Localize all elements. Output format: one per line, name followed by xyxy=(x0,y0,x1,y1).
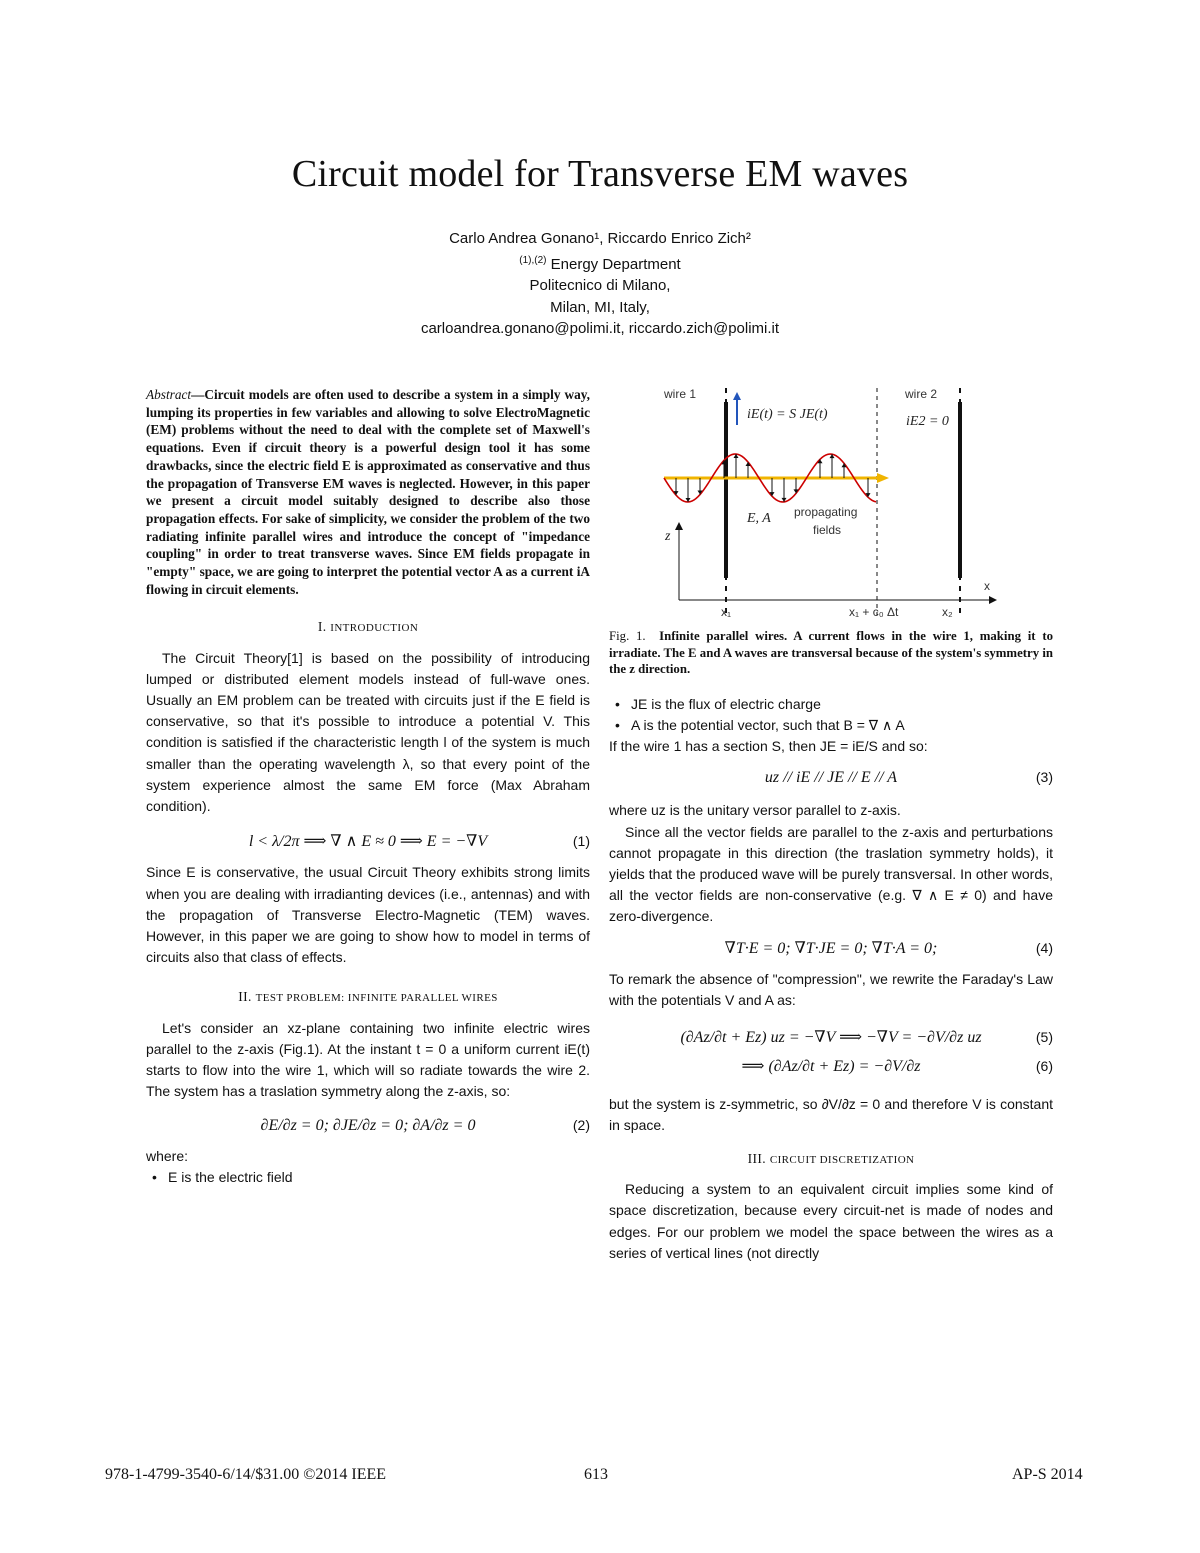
wire2-label: wire 2 xyxy=(905,387,938,401)
paragraph: If the wire 1 has a section S, then JE = iE/S and so: xyxy=(609,737,928,754)
section-heading-2 xyxy=(146,986,590,1009)
section-heading-1 xyxy=(146,616,590,639)
author-block xyxy=(0,228,1200,340)
x1-tick-label: x₁ xyxy=(721,605,732,619)
institution: Politecnico di Milano, xyxy=(529,277,671,294)
paragraph: Since E is conservative, the usual Circuit Theory exhibits strong limits when you are dealing with irradianting devices (i.e., antennas) and with the propagation of Transverse Electro-Magnetic (TEM) waves. However, in this paper we are going to show how to model in terms of circuits also that class of effects. xyxy=(146,864,590,966)
paragraph: Reducing a system to an equivalent circuit implies some kind of space discretization, because every circuit-net is made of nodes and edges. For our problem we model the space between the wires as a series of vertical lines (not directly xyxy=(609,1181,1053,1261)
paragraph: To remark the absence of "compression", we rewrite the Faraday's Law with the potentials V and A as: xyxy=(609,970,1053,1008)
equation-text: uz // iE // JE // E // A xyxy=(764,769,898,787)
equation-text: (∂Az/∂t + Ez) uz = −∇V ⟹ −∇V = −∂V/∂z uz xyxy=(680,1029,982,1047)
figure-diagram xyxy=(609,380,1053,630)
paragraph: but the system is z-symmetric, so ∂V/∂z = 0 and therefore V is constant in space. xyxy=(609,1095,1053,1133)
caption-label: Fig. 1. xyxy=(609,629,646,643)
fields-symbol: E, A xyxy=(747,511,771,526)
abstract-label: Abstract xyxy=(146,387,192,402)
equation-number: (5) xyxy=(1035,1029,1053,1046)
city: Milan, MI, Italy, xyxy=(550,298,650,316)
section-title: INTRODUCTION xyxy=(330,622,419,635)
section-number: II. xyxy=(238,989,252,1005)
list-item: • JE is the flux of electric charge xyxy=(631,694,1053,715)
current2-label: iE2 = 0 xyxy=(906,414,949,429)
paragraph: Let's consider an xz-plane containing two infinite electric wires parallel to the z-axis (Fig.1). At the instant t = 0 a uniform current iE(t) starts to flow into the wire 1, which will so radiate towards the wire 2. The system has a traslation symmetry along the z-axis, so: xyxy=(146,1019,590,1100)
equation-2 xyxy=(146,1115,590,1136)
abstract-text: —Circuit models are often used to describe a system in a simply way, lumping its properties in few variables and allowing to solve ElectroMagnetic (EM) problems without the need to deal with the complete set of Maxwell's equations. Even if circuit theory is a powerful design tool it has some drawbacks, since the electric field E is approximated as conservative and thus the propagation of Transverse EM waves is neglected. However, in this paper we present a circuit model suitably designed to describe also those propagation effects. For sake of simplicity, we consider the problem of the two radiating infinite parallel wires and introduce the concept of "impedance coupling" in order to treat transverse waves. Since EM fields propagate in "empty" space, we are going to interpret the potential vector A as a current iA flowing in circuit elements. xyxy=(146,387,590,597)
equation-text: l < λ/2π ⟹ ∇ ∧ E ≈ 0 ⟹ E = −∇V xyxy=(248,833,488,851)
wire1-label: wire 1 xyxy=(664,387,697,401)
abstract xyxy=(146,386,590,598)
equation-5 xyxy=(609,1027,1053,1048)
footer-isbn: 978-1-4799-3540-6/14/$31.00 ©2014 IEEE xyxy=(105,1466,387,1483)
list-item: • E is the electric field xyxy=(168,1167,590,1188)
propagation-arrow xyxy=(877,473,889,483)
paper-title: Circuit model for Transverse EM waves xyxy=(291,153,909,195)
equation-number: (2) xyxy=(572,1116,590,1133)
x2-tick-label: x₂ xyxy=(942,605,953,619)
equation-number: (4) xyxy=(1035,939,1053,956)
definition-list xyxy=(146,1167,590,1188)
current1-label: iE(t) = S JE(t) xyxy=(747,407,828,422)
section-title: TEST PROBLEM: INFINITE PARALLEL WIRES xyxy=(255,992,498,1005)
equation-number: (1) xyxy=(572,833,590,850)
equation-6 xyxy=(609,1056,1053,1077)
left-column xyxy=(146,386,590,1188)
figure-caption xyxy=(609,628,1053,678)
equation-number: (6) xyxy=(1035,1058,1053,1075)
right-column xyxy=(609,380,1053,1264)
department: Energy Department xyxy=(550,255,681,273)
definition-list-cont xyxy=(609,694,1053,736)
equation-text: ∂E/∂z = 0; ∂JE/∂z = 0; ∂A/∂z = 0 xyxy=(260,1116,476,1134)
paragraph: Since all the vector fields are parallel to the z-axis and perturbations cannot propagate in this direction (the traslation symmetry holds), it yields that the produced wave will be purely transversal. In other words, all the vector fields are non-conservative (e.g. ∇ ∧ E ≠ 0) and have zero-divergence. xyxy=(609,823,1053,925)
emails: carloandrea.gonano@polimi.it, riccardo.zich@polimi.it xyxy=(420,320,780,337)
caption-text: Infinite parallel wires. A current flows in the wire 1, making it to irradiate. The E and A waves are transversal because of the system's symmetry in the z direction. xyxy=(609,629,1053,676)
paragraph: where uz is the unitary versor parallel to z-axis. xyxy=(609,802,901,819)
list-item: • A is the potential vector, such that B = ∇ ∧ A xyxy=(631,715,1053,736)
figure-1 xyxy=(609,380,1053,630)
where-label: where: xyxy=(146,1147,189,1164)
equation-text: ∇T·E = 0; ∇T·JE = 0; ∇T·A = 0; xyxy=(724,939,938,957)
footer-page-number: 613 xyxy=(584,1466,608,1483)
z-axis-arrow xyxy=(675,522,683,530)
affiliation xyxy=(0,250,1200,276)
equation-text: ⟹ (∂Az/∂t + Ez) = −∂V/∂z xyxy=(741,1058,921,1076)
section-heading-3 xyxy=(609,1148,1053,1171)
x-axis-label: x xyxy=(984,579,990,593)
author-names: Carlo Andrea Gonano¹, Riccardo Enrico Zich² xyxy=(449,230,751,247)
equation-number: (3) xyxy=(1035,769,1053,786)
xmid-tick-label: x₁ + c₀ Δt xyxy=(849,605,899,619)
z-axis-label: z xyxy=(665,529,671,544)
current-arrowhead xyxy=(733,392,741,400)
propagating-label: propagating xyxy=(794,505,858,519)
equation-3 xyxy=(609,767,1053,788)
section-title: CIRCUIT DISCRETIZATION xyxy=(769,1153,915,1166)
equation-4 xyxy=(609,938,1053,959)
equation-1 xyxy=(146,831,590,852)
section-number: III. xyxy=(747,1150,767,1166)
paragraph: The Circuit Theory[1] is based on the possibility of introducing lumped or distributed element models instead of full-wave ones. Usually an EM problem can be treated with circuits just if the E field is conservative, so that it's possible to introduce a potential V. This condition is satisfied if the characteristic length l of the system is much smaller than the operating wavelength λ, so that every point of the system experience almost the same EM force (Max Abraham condition). xyxy=(146,649,590,815)
fields-label: fields xyxy=(813,523,842,537)
affiliation-marks: (1),(2) xyxy=(519,254,547,266)
footer-conference: AP-S 2014 xyxy=(1012,1466,1083,1483)
x-axis-arrow xyxy=(989,596,997,604)
section-number: I. xyxy=(317,619,327,635)
